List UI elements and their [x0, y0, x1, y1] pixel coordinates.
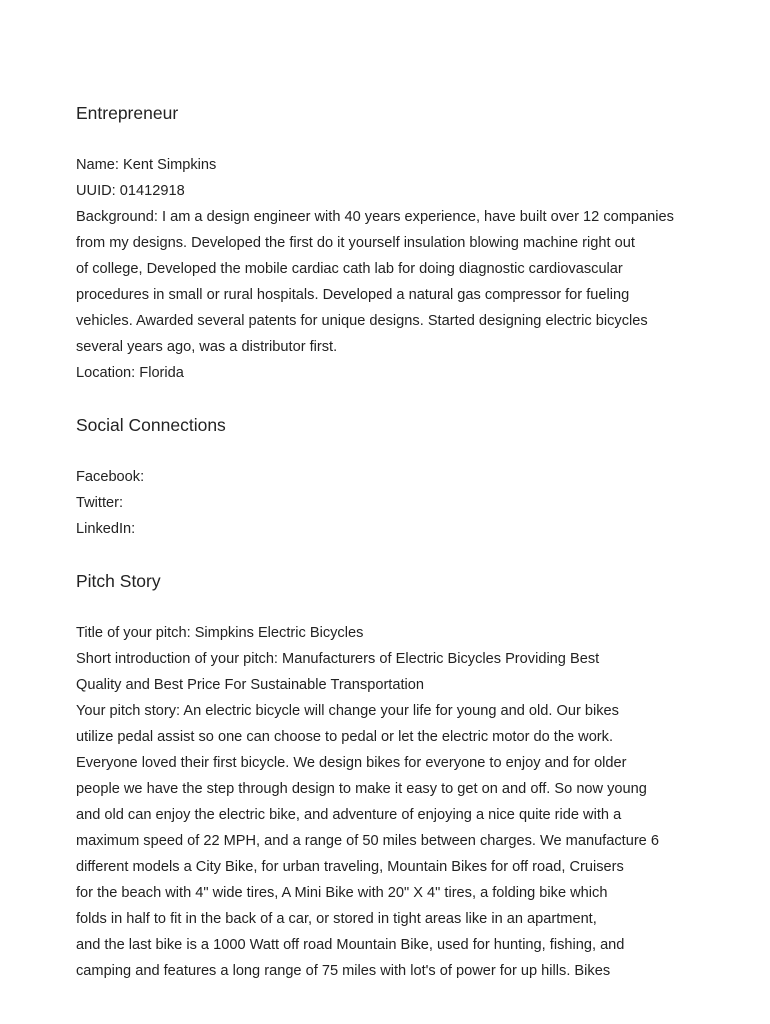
- background-line: several years ago, was a distributor first.: [76, 339, 338, 355]
- entrepreneur-heading: Entrepreneur: [76, 103, 179, 123]
- twitter-line: Twitter:: [76, 495, 124, 511]
- pitch-story-line: folds in half to fit in the back of a car, or stored in tight areas like in an apartment,: [76, 911, 597, 927]
- pitch-story-line: people we have the step through design to make it easy to get on and off. So now young: [76, 781, 647, 797]
- facebook-line: Facebook:: [76, 469, 145, 485]
- document-page: [76, 100, 726, 984]
- background-line: Background: I am a design engineer with 40 years experience, have built over 12 companies: [76, 209, 674, 225]
- pitch-story-line: different models a City Bike, for urban traveling, Mountain Bikes for off road, Cruisers: [76, 859, 624, 875]
- pitch-story-line: utilize pedal assist so one can choose to pedal or let the electric motor do the work.: [76, 729, 614, 745]
- pitch-story-line: Everyone loved their first bicycle. We design bikes for everyone to enjoy and for older: [76, 755, 627, 771]
- pitch-story-line: Your pitch story: An electric bicycle will change your life for young and old. Our bikes: [76, 703, 619, 719]
- pitch-heading: Pitch Story: [76, 571, 161, 591]
- pitch-intro-line: Short introduction of your pitch: Manufacturers of Electric Bicycles Providing Best: [76, 651, 600, 667]
- pitch-title-line: Title of your pitch: Simpkins Electric Bicycles: [76, 625, 364, 641]
- pitch-story-line: maximum speed of 22 MPH, and a range of 50 miles between charges. We manufacture 6: [76, 833, 659, 849]
- pitch-story-line: and the last bike is a 1000 Watt off road Mountain Bike, used for hunting, fishing, and: [76, 937, 625, 953]
- social-section: [76, 412, 726, 542]
- pitch-story-line: camping and features a long range of 75 miles with lot's of power for up hills. Bikes: [76, 963, 611, 979]
- social-heading: Social Connections: [76, 415, 226, 435]
- location-line: Location: Florida: [76, 365, 184, 381]
- pitch-details: [76, 620, 726, 984]
- pitch-intro-line: Quality and Best Price For Sustainable Transportation: [76, 677, 424, 693]
- background-line: procedures in small or rural hospitals. Developed a natural gas compressor for fueling: [76, 287, 630, 303]
- pitch-story-line: for the beach with 4" wide tires, A Mini Bike with 20" X 4" tires, a folding bike which: [76, 885, 608, 901]
- background-line: of college, Developed the mobile cardiac cath lab for doing diagnostic cardiovascular: [76, 261, 623, 277]
- pitch-story-line: and old can enjoy the electric bike, and adventure of enjoying a nice quite ride with a: [76, 807, 622, 823]
- entrepreneur-details: [76, 152, 726, 386]
- uuid-line: UUID: 01412918: [76, 183, 185, 199]
- linkedin-line: LinkedIn:: [76, 521, 136, 537]
- background-line: vehicles. Awarded several patents for unique designs. Started designing electric bicycles: [76, 313, 648, 329]
- pitch-section: [76, 568, 726, 984]
- background-line: from my designs. Developed the first do it yourself insulation blowing machine right out: [76, 235, 635, 251]
- social-details: [76, 464, 726, 542]
- name-line: Name: Kent Simpkins: [76, 157, 217, 173]
- entrepreneur-section: [76, 100, 726, 386]
